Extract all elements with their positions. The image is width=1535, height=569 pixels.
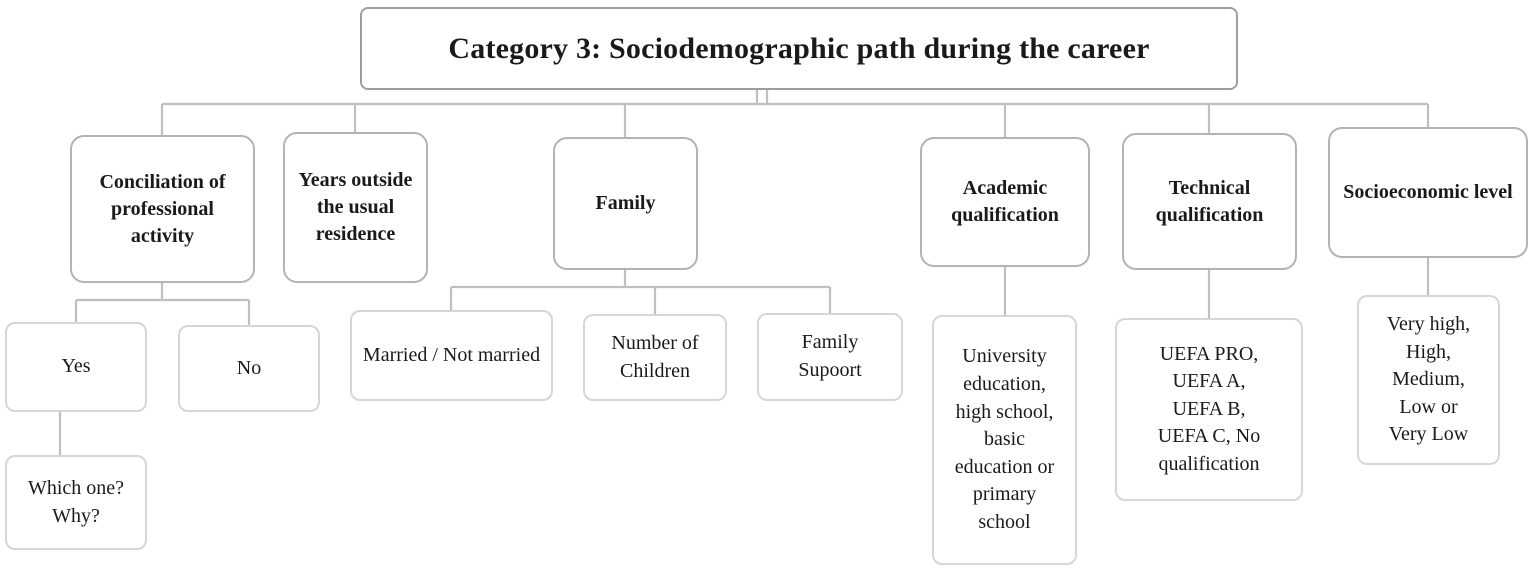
leaf-family-support-label: Family Supoort bbox=[798, 331, 862, 381]
branch-academic-qualification bbox=[920, 137, 1090, 267]
branch-socioeconomic-level bbox=[1328, 127, 1528, 258]
leaf-socioeconomic-options-label: Very high, High, Medium, Low or Very Low bbox=[1386, 313, 1471, 446]
leaf-academic-options bbox=[932, 315, 1077, 565]
leaf-technical-options-label: UEFA PRO, UEFA A, UEFA B, UEFA C, No qualification bbox=[1157, 342, 1261, 475]
leaf-yes bbox=[5, 322, 147, 412]
connector-conciliation-to-yes-no bbox=[76, 283, 249, 325]
leaf-married-status bbox=[350, 310, 553, 401]
connector-title-stub bbox=[757, 90, 767, 104]
leaf-yes-label: Yes bbox=[61, 355, 91, 378]
branch-socioeconomic-level-label: Socioeconomic level bbox=[1343, 181, 1513, 203]
leaf-no bbox=[178, 325, 320, 412]
leaf-number-of-children-label: Number of Children bbox=[611, 331, 699, 382]
leaf-technical-options bbox=[1115, 318, 1303, 501]
branch-technical-qualification bbox=[1122, 133, 1297, 270]
branch-family-label: Family bbox=[595, 192, 656, 214]
diagram-title bbox=[360, 7, 1238, 90]
diagram-title-label: Category 3: Sociodemographic path during the career bbox=[448, 31, 1150, 65]
leaf-academic-options-label: University education, high school, basic education or primary school bbox=[954, 345, 1055, 533]
branch-family bbox=[553, 137, 698, 270]
leaf-number-of-children bbox=[583, 314, 727, 401]
leaf-which-one-why bbox=[5, 455, 147, 550]
leaf-socioeconomic-options bbox=[1357, 295, 1500, 465]
branch-years-outside-residence-label: Years outside the usual residence bbox=[298, 169, 413, 245]
branch-conciliation-label: Conciliation of professional activity bbox=[99, 170, 226, 247]
leaf-no-label: No bbox=[236, 356, 262, 379]
branch-conciliation bbox=[70, 135, 255, 283]
leaf-family-support bbox=[757, 313, 903, 401]
leaf-married-status-label: Married / Not married bbox=[362, 343, 541, 366]
connector-family-to-children bbox=[451, 270, 830, 314]
branch-academic-qualification-label: Academic qualification bbox=[951, 177, 1059, 226]
leaf-which-one-why-label: Which one? Why? bbox=[27, 476, 125, 527]
branch-years-outside-residence bbox=[283, 132, 428, 283]
branch-technical-qualification-label: Technical qualification bbox=[1155, 176, 1264, 226]
